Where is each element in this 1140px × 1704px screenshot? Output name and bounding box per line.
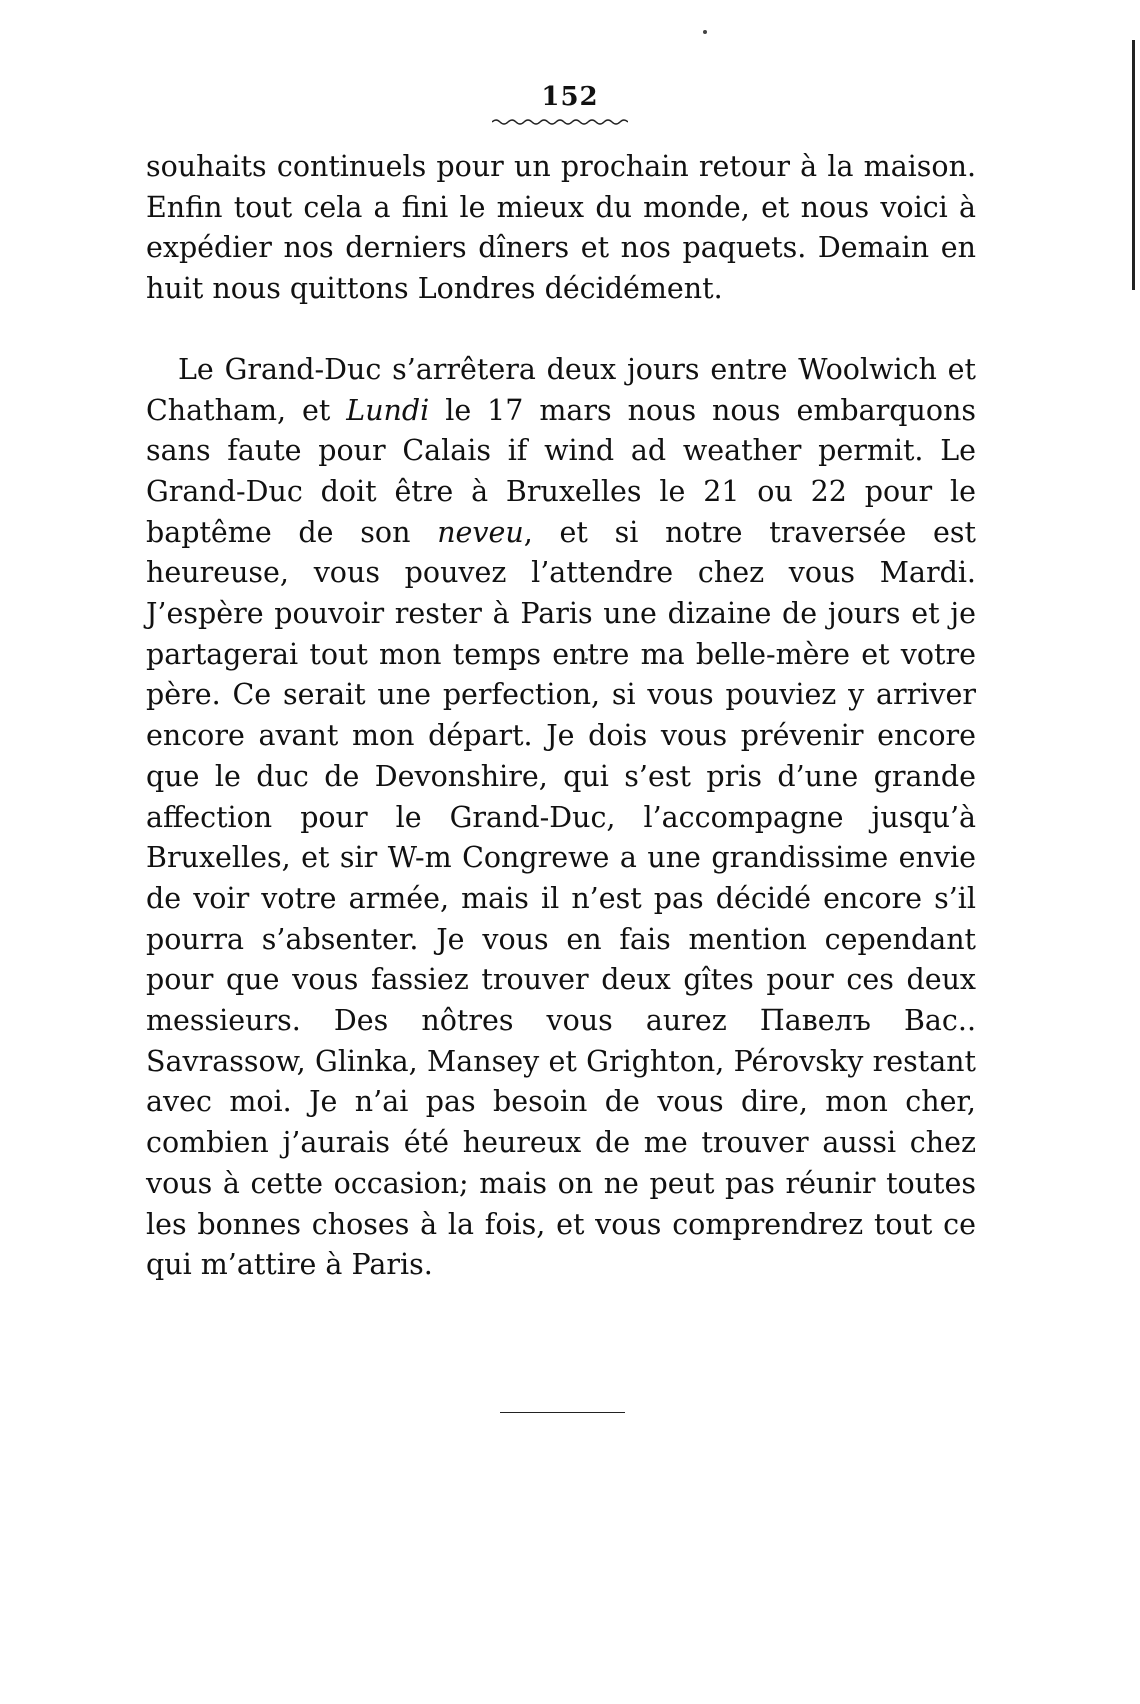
italic-word-lundi: Lundi [346,393,430,427]
paragraph-1: souhaits continuels pour un prochain retour à la maison. Enfin tout cela a fini le mieux du monde, et nous voici à expédier nos derniers dîners et nos paquets. Demain en huit nous quittons Londres décidément. [146,150,976,306]
italic-word-neveu: neveu [437,515,524,549]
wavy-rule-ornament [492,118,628,128]
paragraph-2-text: , et si notre traversée est heureuse, vous pouvez l’attendre chez vous Mardi. J’espère pouvoir rester à Paris une dizaine de jours et je partagerai tout mon temps entre ma belle-mère et votre père. Ce serait une perfection, si vous pouviez y arriver encore avant mon départ. Je dois vous prévenir encore que le duc de Devonshire, qui s’est pris d’une grande affection pour le Grand-Duc, l’accompagne jusqu’à Bruxelles, et sir W-m Congrewe a une grandissime envie de voir votre armée, mais il n’est pas décidé encore s’il pourra s’absenter. Je vous en fais mention cependant pour que vous fassiez trouver deux gîtes pour ces deux messieurs. Des nôtres vous aurez Павелъ Bac.. Savrassow, Glinka, Mansey et Grighton, Pérovsky restant avec moi. Je n’ai pas besoin de vous dire, mon cher, combien j’aurais été heureux de me trouver aussi chez vous à cette occasion; mais on ne peut pas réunir toutes les bonnes choses à la fois, et vous comprendrez tout ce qui m’attire à Paris. [146,515,976,1282]
page-edge-line [1132,40,1135,290]
page-number: 152 [541,82,599,112]
end-rule [500,1412,625,1413]
paragraph-2-text: Le Grand-Duc s’arrêtera deux jours entre Woolwich et Chatham, et [146,352,976,427]
body-text [146,147,976,1286]
paragraph-2 [146,350,976,1286]
paragraph-2-text: le 17 mars nous nous embarquons sans faute pour Calais if wind ad weather permit. Le Grand-Duc doit être à Bruxelles le 21 ou 22 pour le baptême de son [146,393,976,549]
ink-speck [703,30,707,34]
